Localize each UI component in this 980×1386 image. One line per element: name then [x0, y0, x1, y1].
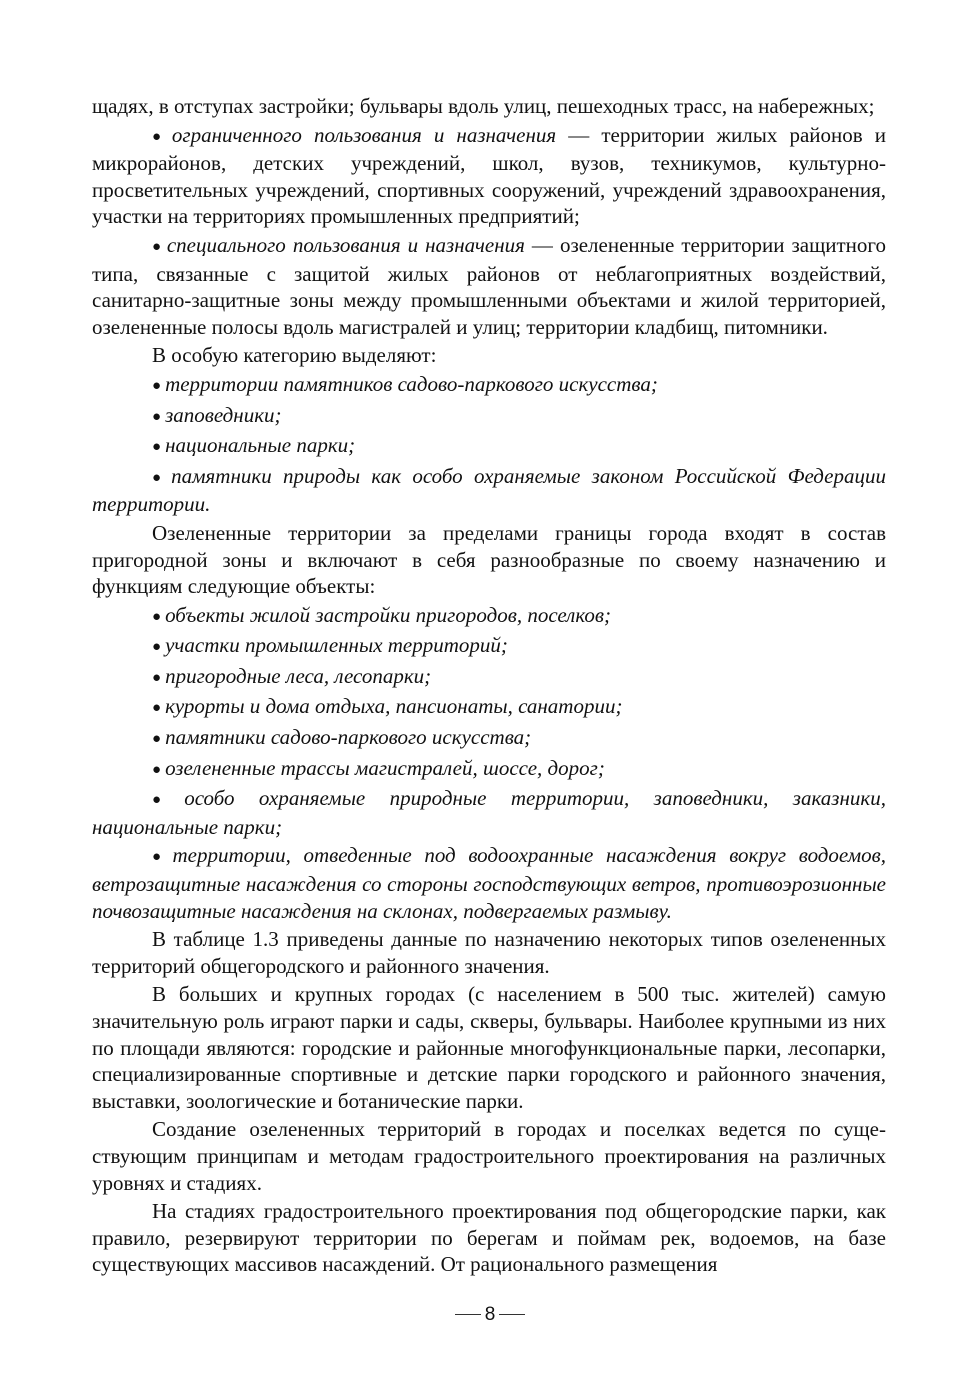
- bullet-icon: ●: [152, 669, 162, 686]
- bullet-icon: ●: [152, 408, 162, 425]
- body-paragraph: На стадиях градостроительного проектирования под общегородские парки, как правило, резервируют территории по берегам и поймам рек, водоемов, на базе существующих массивов насаждений. От рационального размещения: [92, 1199, 886, 1277]
- footer-dash-right: [499, 1314, 525, 1315]
- special-list-item: ● национальные парки;: [152, 433, 356, 458]
- suburban-list-item: ● памятники садово-паркового искусства;: [152, 725, 532, 750]
- bullet-icon: ●: [152, 849, 169, 866]
- category-desc: — территории жилых районов и микрорайонов, детских учреждений, школ, вузов, техникумов, культурно-просветительных учреждений, спортивных сооружений, учреждений здравоохранения, участки на территориях промышленных предприятий;: [92, 122, 886, 229]
- special-list-item: ● территории памятников садово-паркового искусства;: [152, 371, 658, 396]
- category-item-limited: [92, 122, 886, 230]
- bullet-icon: ●: [152, 792, 181, 809]
- suburban-list-item: ● территории, отведенные под водоохранные насаждения вокруг водоемов, ветрозащитные насаждения со стороны господствующих ветров, противоэрозионные почвозащитные насаждения на склонах, подвергаемых размыву.: [92, 843, 886, 923]
- bullet-icon: ●: [152, 238, 163, 255]
- suburban-list-item: ● участки промышленных территорий;: [152, 633, 508, 658]
- page-body: [92, 93, 886, 1280]
- page-number: 8: [484, 1304, 496, 1325]
- special-list-item: ● заповедники;: [152, 402, 282, 427]
- body-paragraph: В больших и крупных городах (с населением в 500 тыс. жителей) самую значительную роль играют парки и сады, скверы, бульвары. Наиболее крупными из них по площади являются: городские и районные многофункциональные парки, лесопарки, специализированные спортивные и детские парки городского и районного значения, выставки, зоологические и ботанические парки.: [92, 982, 886, 1113]
- bullet-icon: ●: [152, 761, 162, 778]
- category-term: специального пользования и назначения: [166, 232, 525, 257]
- suburban-list-item: ● курорты и дома отдыха, пансионаты, санатории;: [152, 694, 623, 719]
- bullet-icon: ●: [152, 608, 162, 625]
- bullet-icon: ●: [152, 731, 162, 748]
- intro-fragment: щадях, в отступах застройки; бульвары вдоль улиц, пешеходных трасс, на набережных;: [92, 94, 875, 118]
- suburban-intro: Озелененные территории за пределами границы города входят в состав пригородной зоны и включают в себя разнообразные по своему назначению и функциям следующие объекты:: [92, 520, 886, 599]
- special-list-item: ● памятники природы как особо охраняемые законом Российской Федерации территории.: [92, 463, 886, 517]
- bullet-icon: ●: [152, 377, 162, 394]
- suburban-list-item: ● объекты жилой застройки пригородов, поселков;: [152, 602, 611, 627]
- page-footer: [0, 1304, 980, 1326]
- body-paragraph: В таблице 1.3 приведены данные по назначению некоторых типов озелененных территорий общегородского и районного значения.: [92, 927, 886, 978]
- bullet-icon: ●: [152, 128, 168, 145]
- footer-dash-left: [455, 1314, 481, 1315]
- category-term: ограниченного пользования и назначения: [171, 122, 557, 147]
- suburban-list-item: ● особо охраняемые природные территории, заповедники, заказники, национальные парки;: [92, 786, 886, 839]
- bullet-icon: ●: [152, 469, 168, 486]
- special-intro: В особую категорию выделяют:: [152, 343, 437, 368]
- bullet-icon: ●: [152, 639, 162, 656]
- suburban-list-item: ● пригородные леса, лесопарки;: [152, 663, 432, 688]
- body-paragraph: Создание озелененных территорий в городах и поселках ведется по существующим принципам и методам градостроительного проектирования на различных уровнях и стадиях.: [92, 1117, 886, 1195]
- suburban-list-item: ● озелененные трассы магистралей, шоссе, дорог;: [152, 755, 605, 780]
- category-item-special: [92, 232, 886, 340]
- category-desc: — озелененные территории защитного типа, связанные с защитой жилых районов от неблагоприятных воздействий, санитарно-защитные зоны между промышленными объектами и жилой территорией, озелененные полосы вдоль магистралей и улиц; территории кладбищ, питомники.: [92, 232, 887, 339]
- bullet-icon: ●: [152, 700, 162, 717]
- bullet-icon: ●: [152, 439, 162, 456]
